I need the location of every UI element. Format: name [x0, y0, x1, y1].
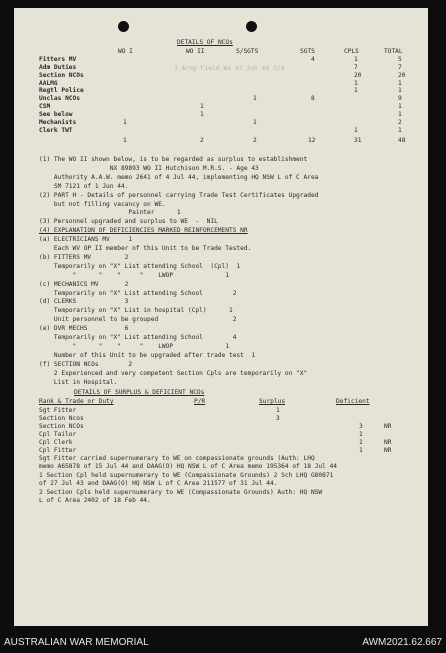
col-header-ssgts: S/SGTS	[236, 48, 259, 55]
note-line: List in Hospital.	[39, 378, 118, 386]
surplus-row-deficient: 3	[359, 422, 363, 430]
col-header-wo1: WO I	[118, 48, 133, 55]
note-line: Each WV OP II member of this Unit to be Trade Tested.	[39, 245, 252, 252]
surplus-row-surplus: 3	[276, 414, 280, 422]
surplus-row-surplus: 1	[276, 407, 280, 414]
nco-cell-total: 2	[398, 118, 402, 126]
nco-cell-cpl: 1	[354, 87, 358, 95]
note-line: (d) CLERKS 3	[39, 298, 129, 306]
note-line: Unit personnel to be grouped 2	[39, 316, 237, 324]
nco-cell-total: 1	[398, 87, 402, 95]
surplus-row-rank: Section NCOs	[39, 422, 84, 430]
punch-hole	[246, 21, 257, 32]
nco-row-label: Regtl Police	[39, 87, 84, 95]
closing-note-line: Sgt Fitter carried supernumerary to WE on compassionate grounds (Auth: LHQ	[39, 455, 315, 462]
note-line: 2 Experienced and very competent Section Cpls are temporarily on "X"	[39, 369, 308, 377]
nco-row-label: AALMG	[39, 79, 58, 87]
nco-cell-total: 20	[398, 71, 406, 79]
nco-row-label: Adm Duties	[39, 63, 77, 71]
nco-row-label: Clerk TWT	[39, 126, 73, 134]
col-header-sgts: SGTS	[300, 48, 315, 55]
nco-cell-cpl: 1	[354, 56, 358, 63]
nco-cell-ssgt: 1	[253, 118, 257, 126]
nco-row-label: Section NCOs	[39, 71, 84, 79]
nco-cell-total: 7	[398, 63, 402, 71]
footer-bar	[0, 630, 446, 653]
footer-institution: AUSTRALIAN WAR MEMORIAL	[4, 637, 149, 648]
nco-total-total: 48	[398, 136, 406, 144]
nco-cell-total: 1	[398, 79, 402, 87]
nco-cell-total: 1	[398, 103, 402, 111]
closing-note-line: memo A65878 of 15 Jul 44 and DAAG(O) HQ NSW L of C Area memo 195364 of 18 Jul 44	[39, 463, 338, 471]
col-header-wo2: WO II	[186, 48, 205, 55]
surplus-row-remark: NR	[384, 438, 392, 446]
note-line: (2) PART H - Details of personnel carrying Trade Test Certificates Upgraded	[39, 191, 319, 199]
surplus-row-deficient: 1	[359, 438, 363, 446]
nco-row-label: Unclas NCOs	[39, 95, 80, 103]
nco-cell-cpl: 1	[354, 79, 358, 87]
nco-cell-cpl: 7	[354, 63, 358, 71]
nco-cell-wo1: 1	[123, 118, 127, 126]
faint-show-through-text: 3 Army Field Ws 47 Jun 44 2/9	[174, 65, 285, 72]
nco-total-wo2: 2	[200, 136, 204, 144]
closing-note-line: 2 Section Cpls held supernumerary to WE (Compassionate Grounds) Auth: HQ NSW	[39, 488, 323, 496]
note-line: (e) DVR MECHS 6	[39, 325, 129, 333]
surplus-header-pr: P/R	[194, 398, 206, 405]
note-line: Temporarily on "X" List attending School 4	[39, 334, 237, 341]
nco-cell-total: 9	[398, 95, 402, 103]
footer-accession-number: AWM2021.62.667	[362, 637, 442, 648]
nco-cell-sgt: 8	[311, 95, 315, 103]
document-page	[14, 8, 428, 626]
closing-note-line: L of C Area 2402 of 18 Feb 44.	[39, 497, 151, 504]
nco-row-label: See below	[39, 110, 73, 118]
note-line: (4) EXPLANATION OF DEFICIENCIES MARKED REINFORCEMENTS NR	[39, 227, 248, 235]
note-line: (1) The WO II shown below, is to be regarded as surplus to establishment	[39, 156, 308, 163]
nco-cell-total: 5	[398, 56, 402, 63]
nco-total-ssgt: 2	[253, 136, 257, 144]
nco-cell-cpl: 20	[354, 71, 362, 79]
nco-cell-cpl: 1	[354, 126, 358, 134]
note-line: " " " " LWOP 1	[39, 271, 229, 279]
note-line: (a) ELECTRICIANS MV 1	[39, 236, 133, 244]
surplus-row-deficient: 1	[359, 446, 363, 454]
surplus-header-surplus: Surplus	[259, 398, 286, 405]
nco-cell-total: 1	[398, 110, 402, 118]
nco-cell-total: 1	[398, 126, 402, 134]
surplus-row-rank: Cpl Clerk	[39, 438, 73, 446]
surplus-title: DETAILS OF SURPLUS & DEFICIENT NCOs	[74, 389, 205, 396]
nco-row-label: CSM	[39, 103, 51, 111]
note-line: NX 89893 WO II Hutchison M.R.S. - Age 43	[39, 164, 259, 172]
nco-total-cpl: 31	[354, 136, 362, 144]
note-line: (c) MECHANICS MV 2	[39, 280, 129, 288]
note-line: Temporarily on "X" List in hospital (Cpl) 1	[39, 307, 233, 315]
col-header-total: TOTAL	[384, 48, 403, 55]
note-line: (3) Personnel upgraded and surplus to WE - NIL	[39, 218, 218, 226]
surplus-row-remark: NR	[384, 422, 392, 430]
note-line: Authority A.A.W. memo 2641 of 4 Jul 44, implementing HQ NSW L of C Area	[39, 173, 319, 181]
note-line: SM 7121 of 1 Jun 44.	[39, 182, 129, 190]
closing-note-line: of 27 Jul 43 and DAAG(O) HQ NSW L of C Area 211577 of 31 Jul 44.	[39, 480, 278, 488]
surplus-row-rank: Section Ncos	[39, 414, 84, 422]
surplus-row-deficient: 1	[359, 430, 363, 438]
note-line: " " " " LWOP 1	[39, 342, 229, 350]
note-line: Number of this Unit to be upgraded after trade test 1	[39, 351, 256, 359]
punch-hole	[118, 21, 129, 32]
surplus-row-rank: Cpl Tailor	[39, 430, 77, 438]
nco-cell-sgt: 4	[311, 56, 315, 63]
surplus-header-deficient: Deficient	[336, 398, 370, 405]
note-line: Painter 1	[39, 209, 181, 217]
nco-row-label: Fitters MV	[39, 56, 77, 63]
surplus-row-rank: Sgt Fitter	[39, 407, 77, 414]
nco-total-sgt: 12	[308, 136, 316, 144]
note-line: Temporarily on "X" List attending School 2	[39, 289, 237, 297]
closing-note-line: 1 Section Cpl held supernumerary to WE (Compassionate Grounds) 2 Sch LHQ G80871	[39, 471, 334, 479]
nco-total-wo1: 1	[123, 136, 127, 144]
nco-cell-wo2: 1	[200, 103, 204, 111]
note-line: but not filling vacancy on WE.	[39, 200, 166, 208]
note-line: (b) FITTERS MV 2	[39, 253, 129, 261]
ncos-title: DETAILS OF NCOs	[177, 39, 233, 46]
surplus-row-rank: Cpl Fitter	[39, 446, 77, 454]
col-header-cpls: CPLS	[344, 48, 359, 55]
nco-row-label: Mechanists	[39, 118, 77, 126]
nco-cell-ssgt: 1	[253, 95, 257, 103]
surplus-row-remark: NR	[384, 446, 392, 454]
surplus-header-rank: Rank & Trade or Duty	[39, 398, 114, 405]
nco-cell-wo2: 1	[200, 110, 204, 118]
note-line: Temporarily on "X" List attending School (Cpl) 1	[39, 262, 241, 270]
note-line: (f) SECTION NCOs 2	[39, 360, 133, 368]
